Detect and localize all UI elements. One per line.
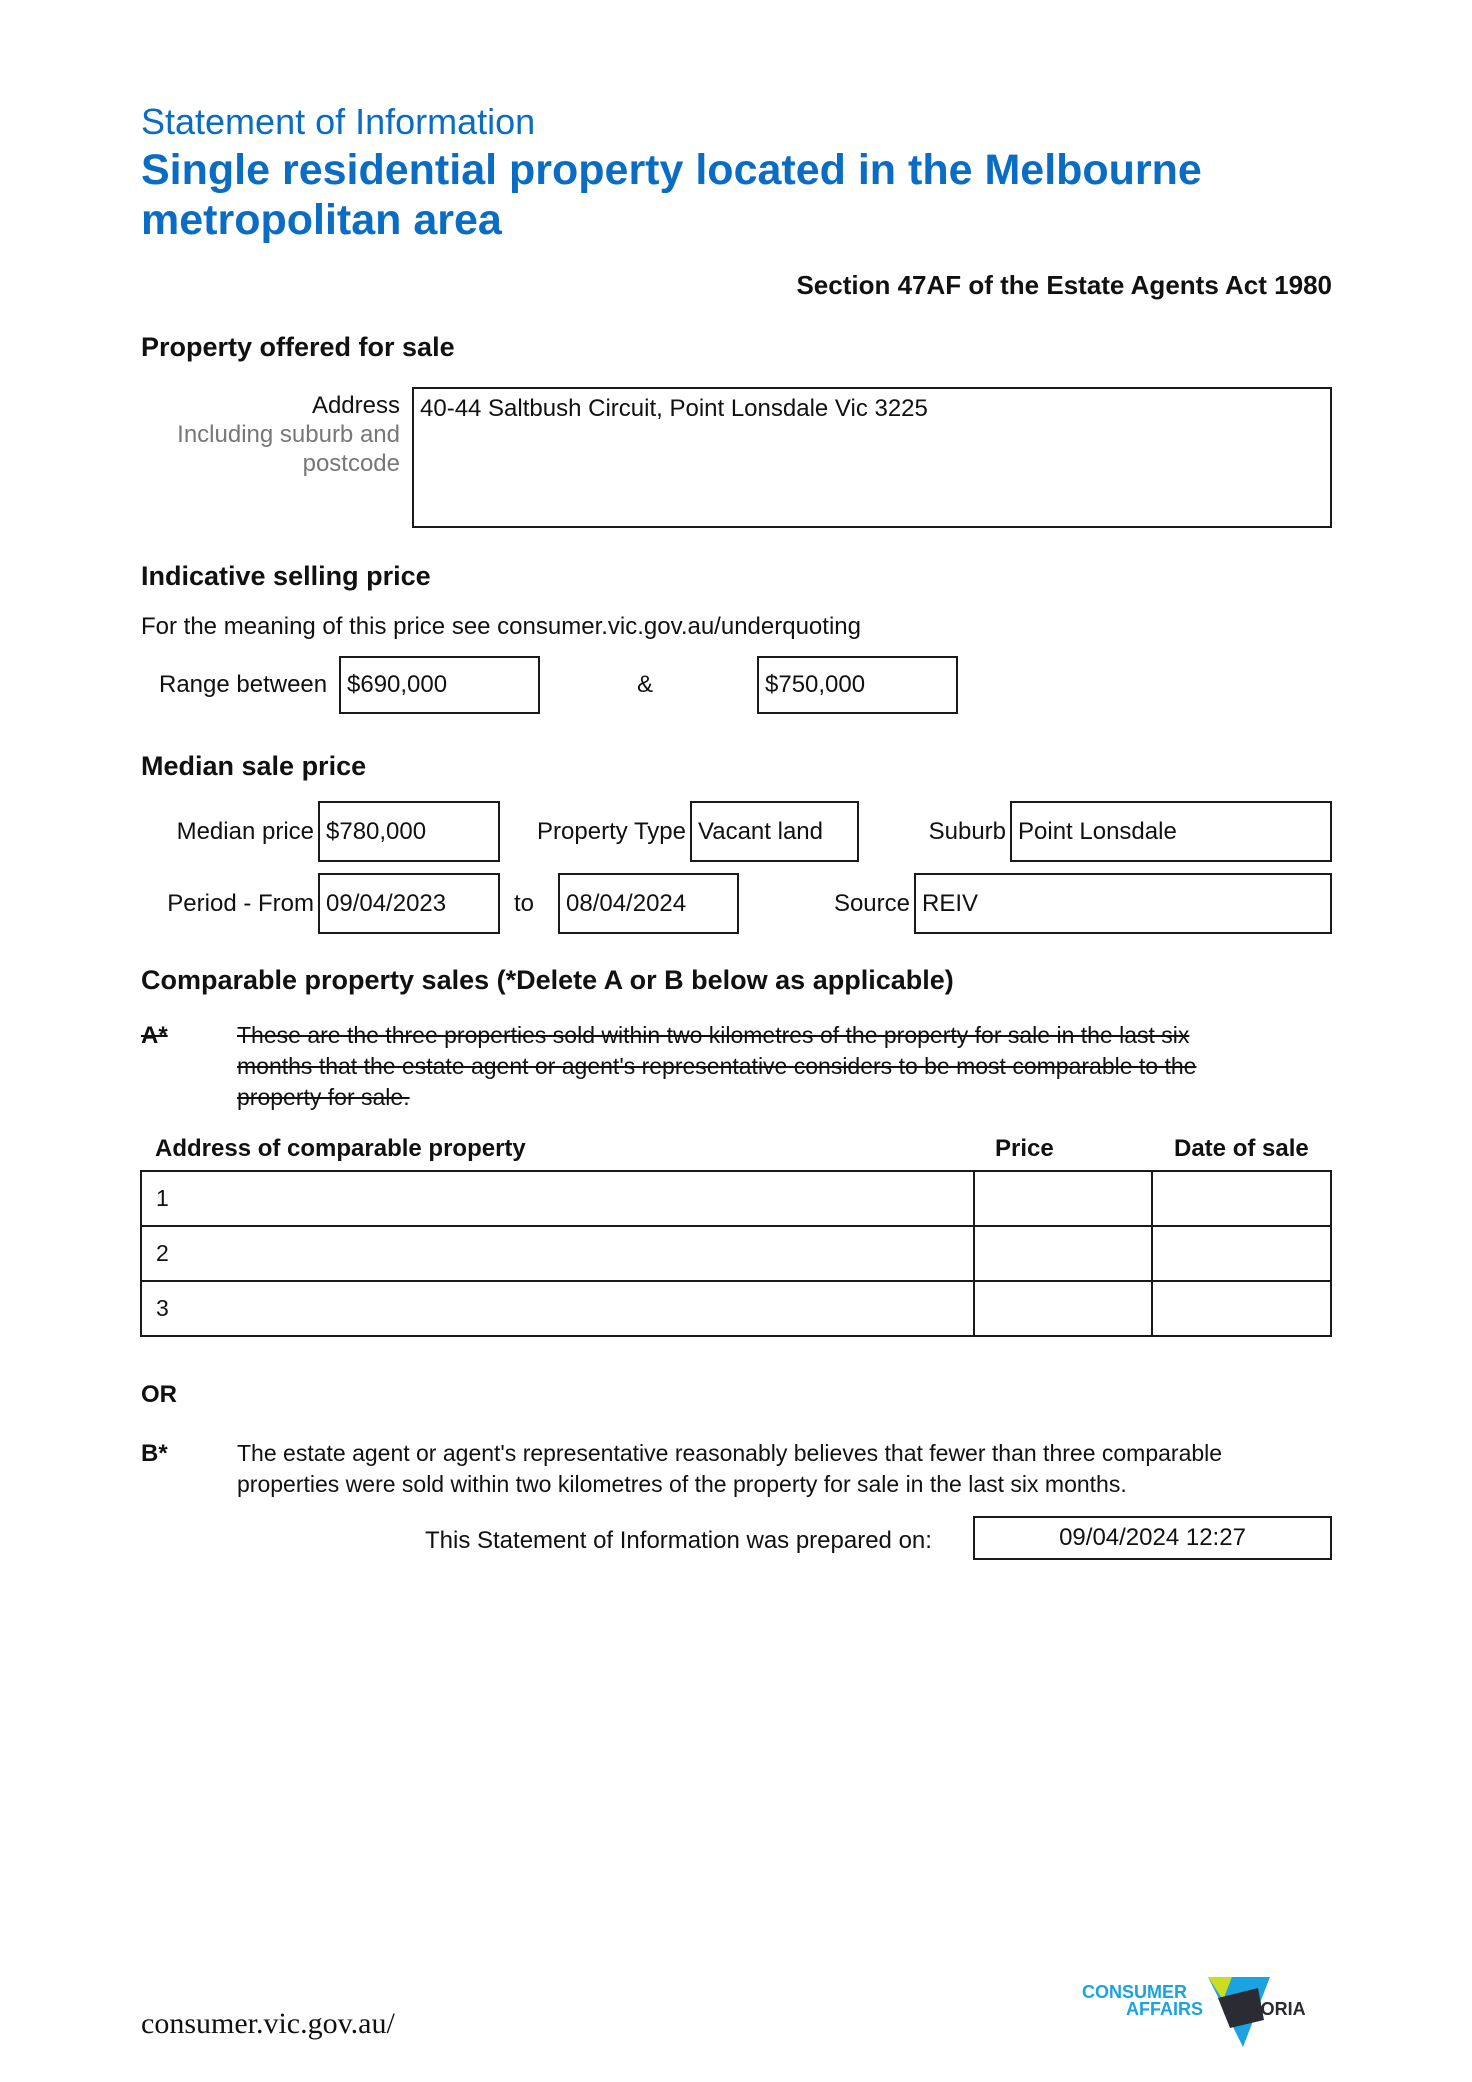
address-field[interactable]: 40-44 Saltbush Circuit, Point Lonsdale Vic 3225	[412, 387, 1332, 528]
median-price-field[interactable]: $780,000	[318, 801, 500, 862]
property-type-field[interactable]: Vacant land	[690, 801, 859, 862]
option-b-line-2: properties were sold within two kilometres of the property for sale in the last six months.	[237, 1471, 1127, 1497]
or-label: OR	[141, 1381, 177, 1408]
option-a-line-1: These are the three properties sold within two kilometres of the property for sale in the last six	[237, 1022, 1190, 1048]
indicative-note: For the meaning of this price see consumer.vic.gov.au/underquoting	[141, 613, 861, 640]
property-section-heading: Property offered for sale	[141, 332, 455, 362]
indicative-section-heading: Indicative selling price	[141, 561, 431, 591]
period-to-field[interactable]: 08/04/2024	[558, 873, 739, 934]
table-header-price: Price	[995, 1135, 1054, 1162]
prepared-on-label: This Statement of Information was prepared on:	[425, 1527, 932, 1554]
table-header-address: Address of comparable property	[155, 1135, 526, 1162]
logo-line-3: VICTORIA	[1220, 1999, 1306, 2019]
range-low-field[interactable]: $690,000	[339, 656, 540, 714]
option-a-text	[237, 1020, 1337, 1113]
comparable-sales-table	[140, 1170, 1332, 1337]
source-label: Source	[833, 890, 910, 917]
table-row	[141, 1171, 1331, 1226]
comparable-date-cell[interactable]	[1152, 1281, 1331, 1336]
comparable-date-cell[interactable]	[1152, 1171, 1331, 1226]
comparable-address-cell[interactable]	[141, 1171, 974, 1226]
comparable-price-cell[interactable]	[974, 1281, 1153, 1336]
comparable-price-cell[interactable]	[974, 1226, 1153, 1281]
option-b-marker: B*	[141, 1440, 168, 1467]
act-reference: Section 47AF of the Estate Agents Act 1980	[796, 270, 1332, 300]
address-label-group	[141, 391, 400, 478]
victoria-triangle-icon	[1080, 1970, 1350, 2060]
footer-url[interactable]: consumer.vic.gov.au/	[141, 2007, 395, 2040]
row-number: 2	[156, 1240, 169, 1266]
option-b-text	[237, 1438, 1337, 1500]
source-field[interactable]: REIV	[914, 873, 1332, 934]
suburb-field[interactable]: Point Lonsdale	[1010, 801, 1332, 862]
prepared-on-field[interactable]: 09/04/2024 12:27	[973, 1516, 1332, 1560]
address-sublabel-2: postcode	[302, 450, 400, 477]
period-to-label: to	[514, 890, 535, 917]
table-row	[141, 1281, 1331, 1336]
address-sublabel-1: Including suburb and	[177, 421, 400, 448]
address-label: Address	[311, 392, 400, 419]
row-number: 3	[156, 1295, 169, 1321]
range-ampersand: &	[637, 671, 654, 698]
consumer-affairs-victoria-logo	[1080, 1970, 1350, 2060]
period-from-label: Period - From	[167, 890, 314, 917]
table-header-date: Date of sale	[1174, 1135, 1309, 1162]
row-number: 1	[156, 1185, 169, 1211]
period-from-field[interactable]: 09/04/2023	[318, 873, 500, 934]
comparable-date-cell[interactable]	[1152, 1226, 1331, 1281]
comparable-section-heading: Comparable property sales (*Delete A or B below as applicable)	[141, 965, 954, 995]
option-a-line-2: months that the estate agent or agent's representative considers to be most comparable to the	[237, 1053, 1197, 1079]
logo-line-1: CONSUMER	[1082, 1982, 1188, 2002]
comparable-price-cell[interactable]	[974, 1171, 1153, 1226]
document-subtitle: Statement of Information	[141, 101, 536, 142]
median-section-heading: Median sale price	[141, 751, 367, 781]
logo-line-2: AFFAIRS	[1126, 1999, 1204, 2019]
option-b-line-1: The estate agent or agent's representative reasonably believes that fewer than three comparable	[237, 1440, 1223, 1466]
option-a-marker: A*	[141, 1022, 168, 1049]
range-high-field[interactable]: $750,000	[757, 656, 958, 714]
property-type-label: Property Type	[537, 818, 686, 845]
comparable-address-cell[interactable]	[141, 1226, 974, 1281]
median-price-label: Median price	[176, 818, 314, 845]
table-row	[141, 1226, 1331, 1281]
option-a-line-3: property for sale.	[237, 1084, 410, 1110]
comparable-address-cell[interactable]	[141, 1281, 974, 1336]
range-label: Range between	[159, 671, 328, 698]
document-title: Single residential property located in the Melbourne metropolitan area	[141, 146, 1202, 244]
suburb-label: Suburb	[928, 818, 1006, 845]
